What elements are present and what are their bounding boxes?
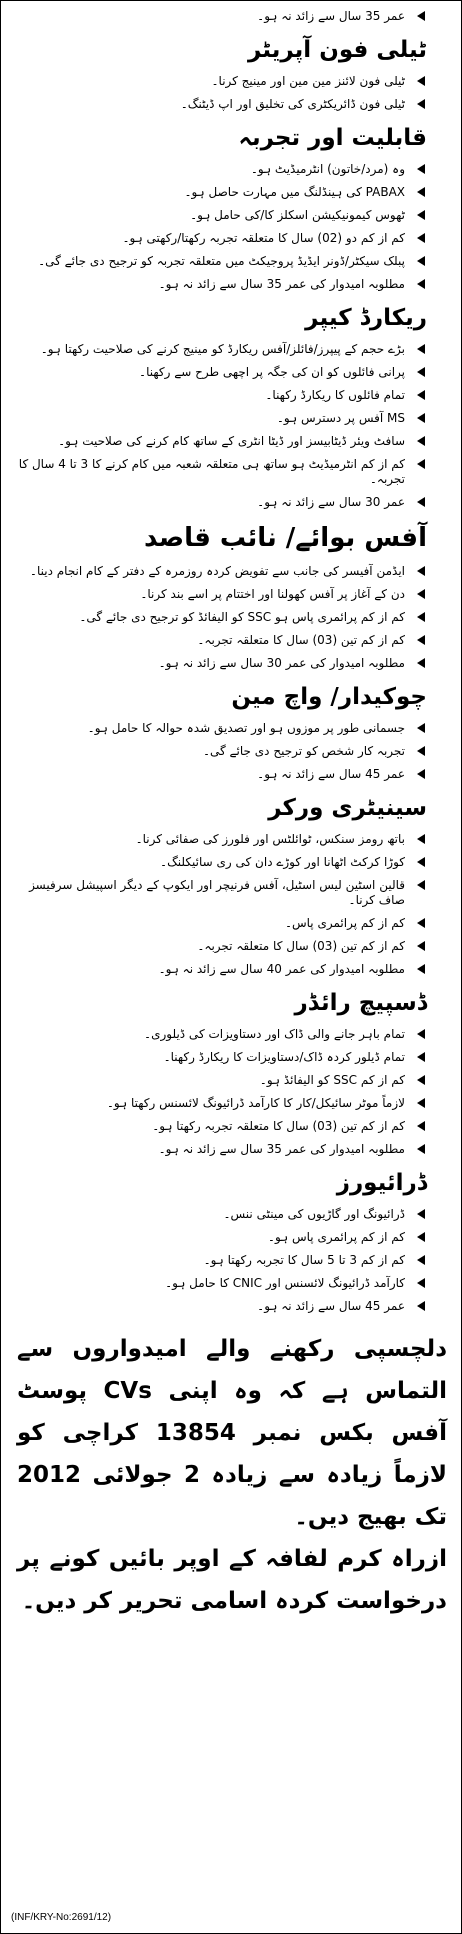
- bullet-icon: [417, 834, 425, 844]
- section-title: ڈرائیورز: [336, 1170, 427, 1196]
- bullet-icon: [417, 1075, 425, 1085]
- bullet-icon: [417, 76, 425, 86]
- requirement-list: [11, 717, 447, 786]
- list-item-text: تجربہ کار شخص کو ترجیح دی جائے گی۔: [202, 744, 405, 758]
- top-age-text: عمر 35 سال سے زائد نہ ہو۔: [257, 9, 405, 23]
- list-item-text: عمر 45 سال سے زائد نہ ہو۔: [257, 1299, 405, 1313]
- job-section: [11, 34, 447, 116]
- list-item-text: ٹیلی فون لائنز مین مین اور مینیج کرنا۔: [211, 74, 405, 88]
- bullet-icon: [417, 164, 425, 174]
- bullet-icon: [417, 367, 425, 377]
- list-item: [11, 407, 447, 430]
- list-item-text: تمام ڈیلور کردہ ڈاک/دستاویزات کا ریکارڈ رکھنا۔: [163, 1050, 405, 1064]
- list-item: [11, 250, 447, 273]
- bullet-icon: [417, 746, 425, 756]
- bullet-icon: [417, 1255, 425, 1265]
- list-item: [11, 874, 447, 912]
- section-title: قابلیت اور تجربہ: [238, 125, 427, 151]
- bullet-icon: [417, 413, 425, 423]
- list-item-text: کم از کم تین (03) سال کا متعلقہ تجربہ۔: [197, 939, 405, 953]
- bullet-icon: [417, 187, 425, 197]
- list-item-text: مطلوبہ امیدوار کی عمر 35 سال سے زائد نہ ہو۔: [158, 1142, 405, 1156]
- list-item-text: کم از کم پرائمری پاس ہو SSC کو الیفائڈ کو ترجیح دی جائے گی۔: [79, 610, 405, 624]
- bullet-icon: [417, 279, 425, 289]
- list-item-text: مطلوبہ امیدوار کی عمر 30 سال سے زائد نہ ہو۔: [158, 656, 405, 670]
- list-item-text: کم از کم دو (02) سال کا متعلقہ تجربہ رکھتا/رکھتی ہو۔: [122, 231, 405, 245]
- list-item: [11, 453, 447, 491]
- list-item: [11, 629, 447, 652]
- top-age-requirement: [11, 7, 447, 28]
- list-item: [11, 227, 447, 250]
- bullet-icon: [417, 589, 425, 599]
- list-item-text: PABAX کی ہینڈلنگ میں مہارت حاصل ہو۔: [184, 185, 405, 199]
- bullet-icon: [417, 635, 425, 645]
- list-item: [11, 1069, 447, 1092]
- list-item: [11, 1226, 447, 1249]
- bullet-icon: [417, 344, 425, 354]
- list-item-text: کم از کم تین (03) سال کا متعلقہ تجربہ رکھتا ہو۔: [152, 1119, 405, 1133]
- list-item-text: سافٹ ویئر ڈیٹابیسز اور ڈیٹا انٹری کے ساتھ کام کرنے کی صلاحیت ہو۔: [58, 434, 405, 448]
- list-item: [11, 1092, 447, 1115]
- bullet-icon: [417, 1052, 425, 1062]
- bullet-icon: [417, 233, 425, 243]
- list-item-text: ٹیلی فون ڈائریکٹری کی تخلیق اور اپ ڈیٹنگ۔: [180, 97, 405, 111]
- list-item-text: قالین اسٹین لیس اسٹیل، آفس فرنیچر اور ایکوپ کے دیگر اسپیشل سرفیسز صاف کرنا۔: [29, 878, 405, 907]
- list-item-text: ڈرائیونگ اور گاڑیوں کی مینٹی ننس۔: [223, 1207, 405, 1221]
- list-item: [11, 1138, 447, 1161]
- job-section: [11, 1167, 447, 1318]
- bullet-icon: [417, 857, 425, 867]
- list-item: [11, 491, 447, 514]
- requirement-list: [11, 560, 447, 675]
- list-item-text: عمر 45 سال سے زائد نہ ہو۔: [257, 767, 405, 781]
- section-title: چوکیدار/ واچ مین: [231, 684, 427, 710]
- sections-container: [11, 34, 447, 1318]
- reference-number: (INF/KRY-No:2691/12): [11, 1912, 112, 1923]
- list-item-text: کم از کم SSC کو الیفائڈ ہو۔: [259, 1073, 405, 1087]
- list-item: [11, 204, 447, 227]
- list-item: [11, 935, 447, 958]
- list-item: [11, 1295, 447, 1318]
- list-item: [11, 958, 447, 981]
- bullet-icon: [417, 11, 425, 21]
- section-title: سینیٹری ورکر: [268, 795, 427, 821]
- list-item-text: کوڑا کرکٹ اٹھانا اور کوڑے دان کی ری سائیکلنگ۔: [160, 855, 405, 869]
- bullet-icon: [417, 1278, 425, 1288]
- list-item: [11, 583, 447, 606]
- list-item: [11, 273, 447, 296]
- list-item-text: کم از کم 3 تا 5 سال کا تجربہ رکھتا ہو۔: [203, 1253, 405, 1267]
- bullet-icon: [417, 1029, 425, 1039]
- list-item-text: پبلک سیکٹر/ڈونر ایڈیڈ پروجیکٹ میں متعلقہ تجربہ کو ترجیح دی جائے گی۔: [38, 254, 405, 268]
- bullet-icon: [417, 1121, 425, 1131]
- job-section: [11, 681, 447, 786]
- list-item: [11, 430, 447, 453]
- list-item: [11, 1046, 447, 1069]
- list-item: [11, 763, 447, 786]
- bullet-icon: [417, 210, 425, 220]
- list-item: [11, 158, 447, 181]
- bullet-icon: [417, 497, 425, 507]
- bullet-icon: [417, 436, 425, 446]
- list-item: [11, 1249, 447, 1272]
- list-item: [11, 828, 447, 851]
- job-section: [11, 792, 447, 981]
- bullet-icon: [417, 941, 425, 951]
- list-item: [11, 1115, 447, 1138]
- list-item-text: ٹھوس کیمونیکیشن اسکلز کا/کی حامل ہو۔: [190, 208, 405, 222]
- list-item-text: کم از کم پرائمری پاس ہو۔: [267, 1230, 405, 1244]
- requirement-list: [11, 70, 447, 116]
- bullet-icon: [417, 918, 425, 928]
- list-item-text: مطلوبہ امیدوار کی عمر 35 سال سے زائد نہ ہو۔: [158, 277, 405, 291]
- job-section: [11, 520, 447, 675]
- list-item: [11, 851, 447, 874]
- section-title: ڈسپیچ رائڈر: [294, 990, 427, 1016]
- bullet-icon: [417, 769, 425, 779]
- bullet-icon: [417, 1098, 425, 1108]
- bullet-icon: [417, 658, 425, 668]
- requirement-list: [11, 1023, 447, 1161]
- list-item-text: تمام باہر جانے والی ڈاک اور دستاویزات کی ڈیلوری۔: [144, 1027, 405, 1041]
- list-item-text: کم از کم تین (03) سال کا متعلقہ تجربہ۔: [197, 633, 405, 647]
- bullet-icon: [417, 1144, 425, 1154]
- section-title: آفس بوائے/ نائب قاصد: [143, 523, 427, 553]
- bullet-icon: [417, 1301, 425, 1311]
- bullet-icon: [417, 1232, 425, 1242]
- requirement-list: [11, 1203, 447, 1318]
- list-item: [11, 560, 447, 583]
- job-section: [11, 987, 447, 1161]
- list-item-text: جسمانی طور پر موزوں ہو اور تصدیق شدہ حوالہ کا حامل ہو۔: [87, 721, 405, 735]
- list-item: [11, 93, 447, 116]
- list-item-text: کم از کم پرائمری پاس۔: [284, 916, 405, 930]
- bullet-icon: [417, 880, 425, 890]
- list-item: [11, 1023, 447, 1046]
- list-item-text: ایڈمن آفیسر کی جانب سے تفویض کردہ روزمرہ کے دفتر کے کام انجام دینا۔: [29, 564, 405, 578]
- list-item-text: مطلوبہ امیدوار کی عمر 40 سال سے زائد نہ ہو۔: [158, 962, 405, 976]
- list-item-text: وہ (مرد/خاتون) انٹرمیڈیٹ ہو۔: [250, 162, 405, 176]
- list-item: [11, 912, 447, 935]
- list-item-text: لازماً موٹر سائیکل/کار کا کارآمد ڈرائیونگ لائسنس رکھتا ہو۔: [106, 1096, 405, 1110]
- list-item: [11, 181, 447, 204]
- list-item: [11, 384, 447, 407]
- list-item-text: باتھ رومز سنکس، ٹوائلٹس اور فلورز کی صفائی کرنا۔: [135, 832, 405, 846]
- job-section: [11, 302, 447, 514]
- list-item: [11, 338, 447, 361]
- list-item-text: کارآمد ڈرائیونگ لائسنس اور CNIC کا حامل ہو۔: [165, 1276, 405, 1290]
- bullet-icon: [417, 1209, 425, 1219]
- closing-paragraph-2: ازراہ کرم لفافہ کے اوپر بائیں کونے پر درخواست کردہ اسامی تحریر کر دیں۔: [17, 1546, 447, 1614]
- list-item-text: MS آفس پر دسترس ہو۔: [276, 411, 405, 425]
- requirement-list: [11, 828, 447, 981]
- list-item-text: پرانی فائلوں کو ان کی جگہ پر اچھی طرح سے رکھنا۔: [139, 365, 405, 379]
- bullet-icon: [417, 566, 425, 576]
- bullet-icon: [417, 459, 425, 469]
- job-section: [11, 122, 447, 296]
- section-title: ریکارڈ کیپر: [305, 305, 427, 331]
- list-item: [11, 652, 447, 675]
- list-item: [11, 606, 447, 629]
- requirement-list: [11, 338, 447, 514]
- list-item-text: بڑے حجم کے پیپرز/فائلز/آفس ریکارڈ کو مینیج کرنے کی صلاحیت رکھتا ہو۔: [40, 342, 405, 356]
- list-item: [11, 361, 447, 384]
- list-item-text: کم از کم انٹرمیڈیٹ ہو ساتھ ہی متعلقہ شعبہ میں کام کرنے کا 3 تا 4 سال کا تجربہ۔: [18, 457, 405, 486]
- list-item: [11, 70, 447, 93]
- closing-instructions: [11, 1328, 447, 1622]
- list-item-text: دن کے آغاز پر آفس کھولنا اور اختتام پر اسے بند کرنا۔: [140, 587, 405, 601]
- bullet-icon: [417, 256, 425, 266]
- bullet-icon: [417, 723, 425, 733]
- bullet-icon: [417, 99, 425, 109]
- bullet-icon: [417, 390, 425, 400]
- list-item: [11, 740, 447, 763]
- list-item: [11, 717, 447, 740]
- list-item: [11, 1203, 447, 1226]
- bullet-icon: [417, 612, 425, 622]
- list-item-text: عمر 30 سال سے زائد نہ ہو۔: [257, 495, 405, 509]
- list-item: [11, 1272, 447, 1295]
- list-item-text: تمام فائلوں کا ریکارڈ رکھنا۔: [265, 388, 405, 402]
- section-title: ٹیلی فون آپریٹر: [248, 37, 427, 63]
- requirement-list: [11, 158, 447, 296]
- bullet-icon: [417, 964, 425, 974]
- closing-paragraph-1: دلچسپی رکھنے والے امیدواروں سے التماس ہے کہ وہ اپنی CVs پوسٹ آفس بکس نمبر 13854 کراچی کو لازماً زیادہ سے زیادہ 2 جولائی 2012 تک بھیج دیں۔: [17, 1336, 447, 1530]
